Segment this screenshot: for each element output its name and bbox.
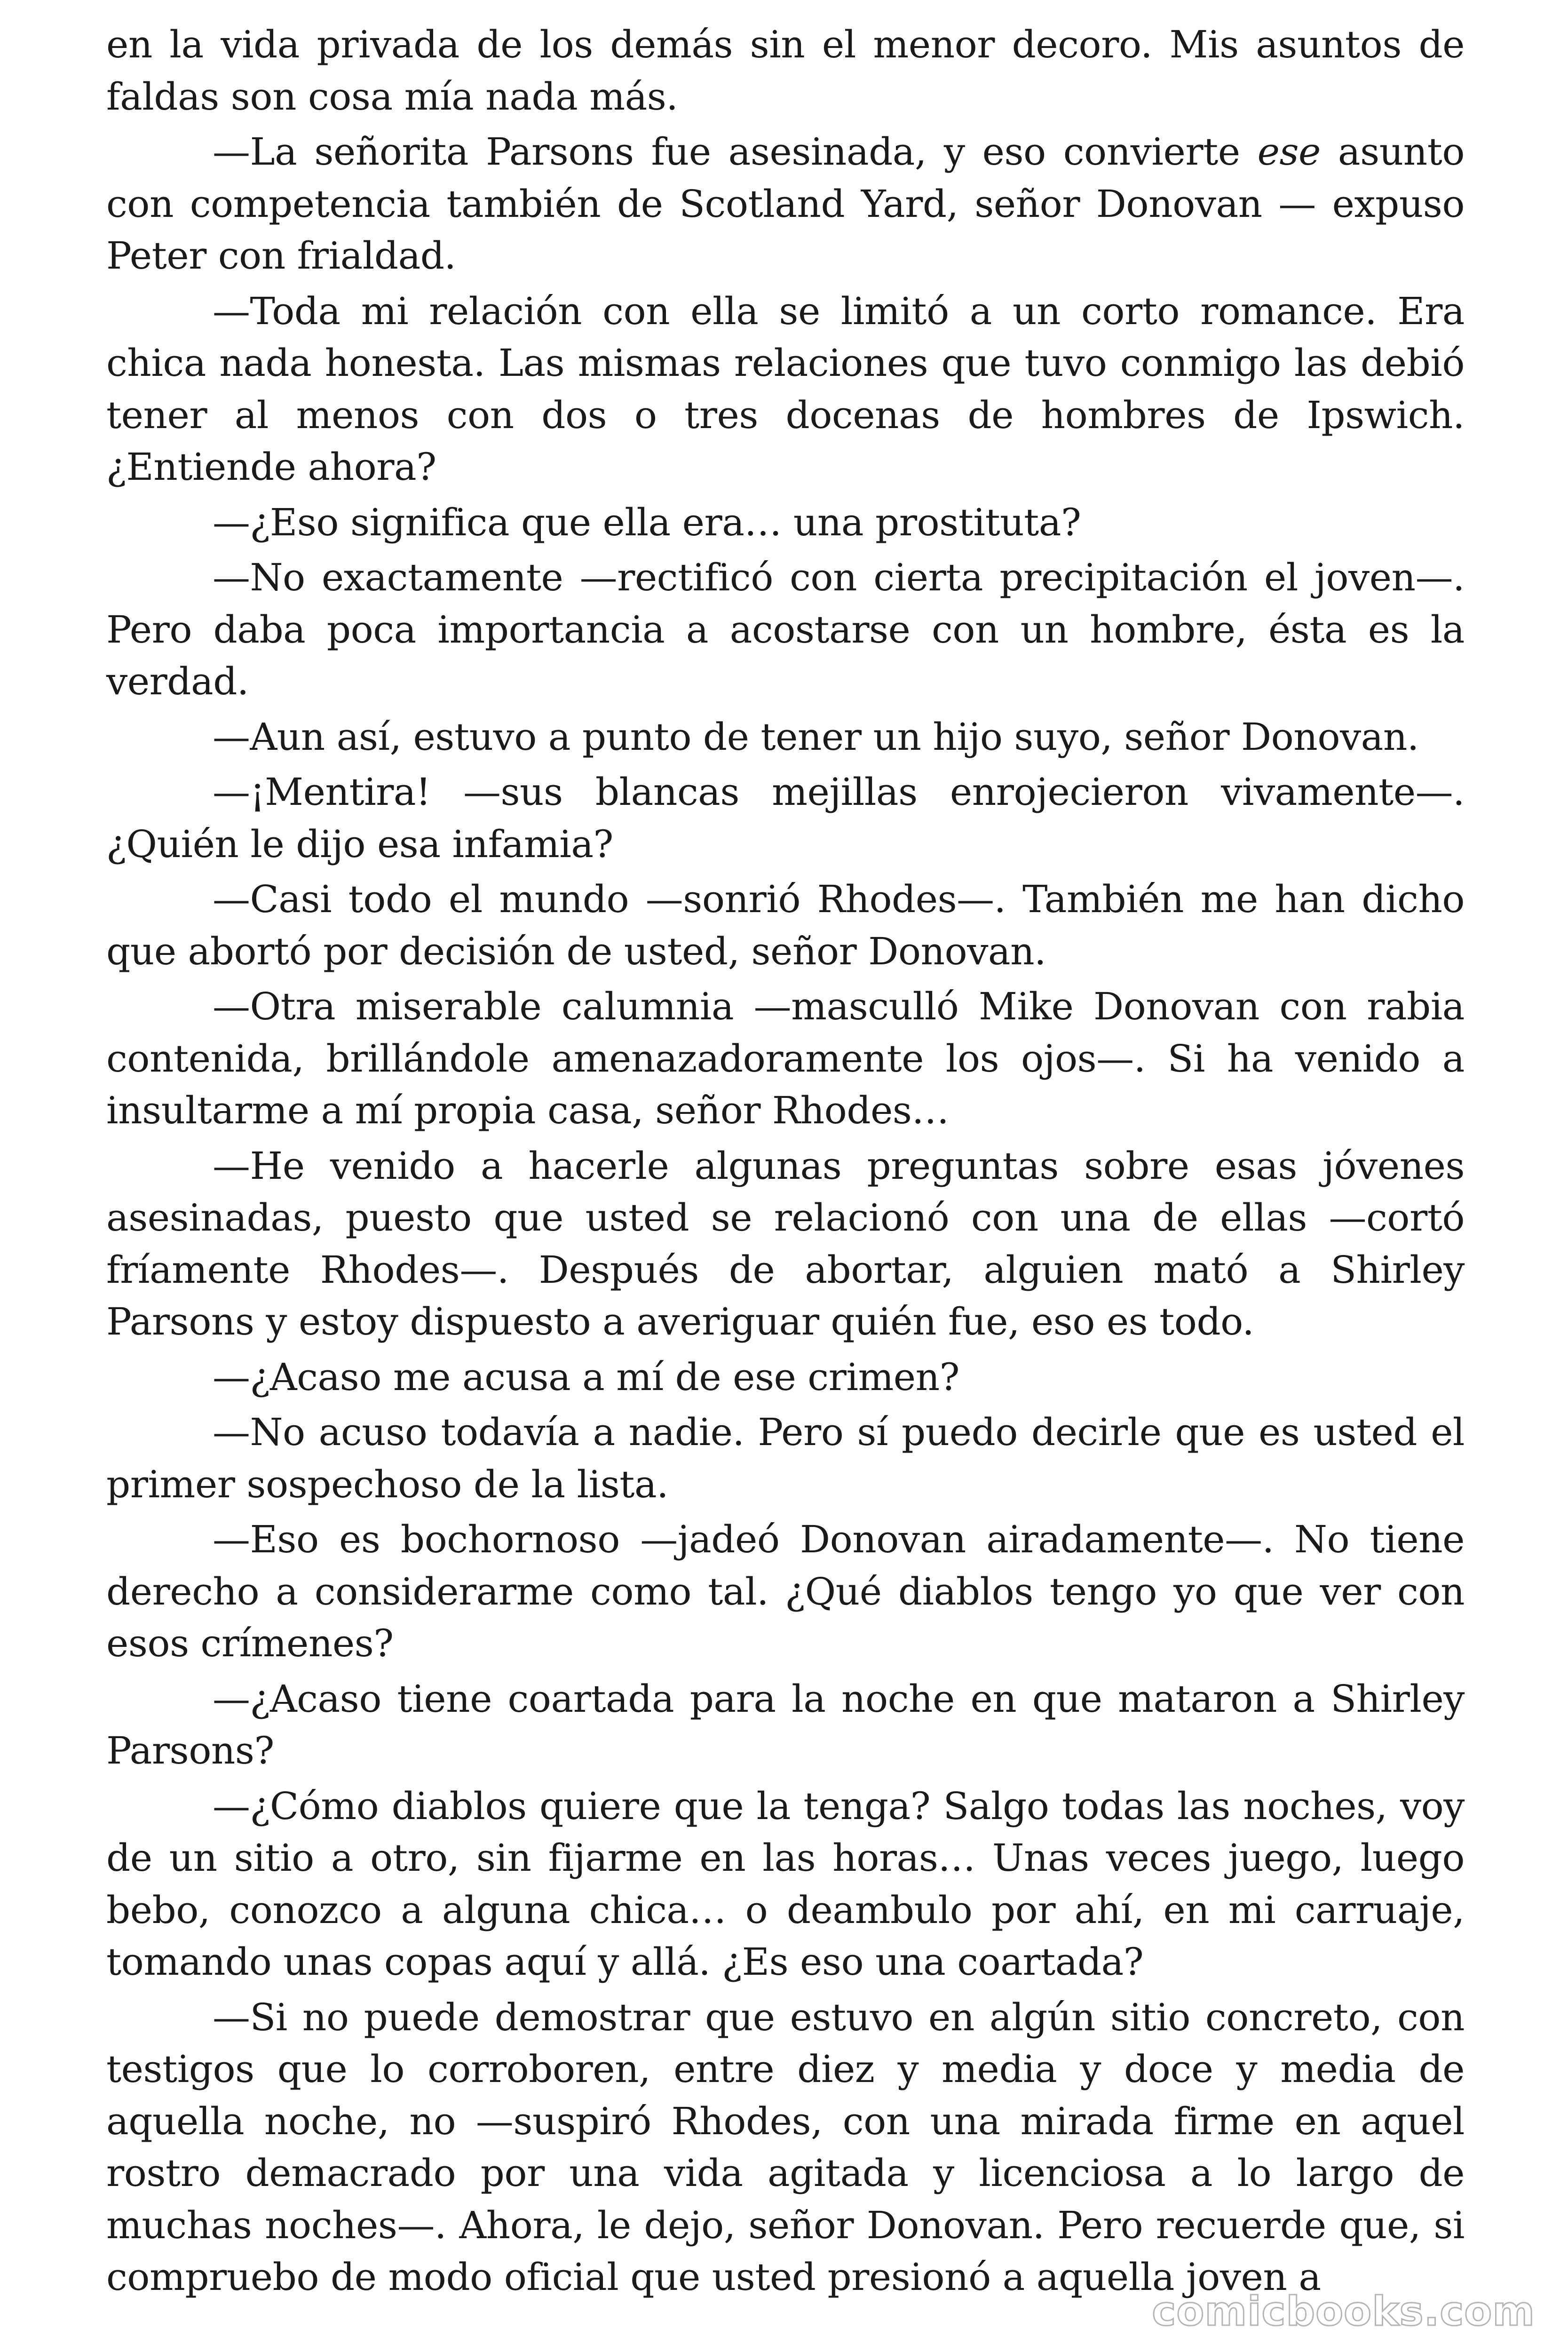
- watermark: comicbooks.com: [1152, 2288, 1535, 2335]
- paragraph: en la vida privada de los demás sin el menor decoro. Mis asuntos de faldas son cosa mía nada más.: [106, 23, 1465, 119]
- paragraph: —Eso es bochornoso —jadeó Donovan airadamente—. No tiene derecho a considerarme como tal. ¿Qué diablos tengo yo que ver con esos crímenes?: [106, 1518, 1465, 1665]
- paragraph: —Toda mi relación con ella se limitó a un corto romance. Era chica nada honesta. Las mismas relaciones que tuvo conmigo las debió tener al menos con dos o tres docenas de hombres de Ipswich. ¿Entiende ahora?: [106, 289, 1465, 489]
- paragraph: —¿Acaso tiene coartada para la noche en que mataron a Shirley Parsons?: [106, 1677, 1465, 1772]
- paragraph: —¿Eso significa que ella era… una prostituta?: [213, 500, 1081, 544]
- paragraph: —He venido a hacerle algunas preguntas sobre esas jóvenes asesinadas, puesto que usted se relacionó con una de ellas —cortó fríamente Rhodes—. Después de abortar, alguien mató a Shirley Parsons y estoy dispuesto a averiguar quién fue, eso es todo.: [106, 1144, 1465, 1343]
- page-text: [106, 19, 1465, 2307]
- paragraph: —No acuso todavía a nadie. Pero sí puedo decirle que es usted el primer sospechoso de la lista.: [106, 1410, 1465, 1506]
- paragraph: —La señorita Parsons fue asesinada, y eso convierte ese asunto con competencia también de Scotland Yard, señor Donovan — expuso Peter con frialdad.: [106, 130, 1465, 278]
- paragraph: —¿Acaso me acusa a mí de ese crimen?: [213, 1355, 960, 1399]
- paragraph: —Otra miserable calumnia —masculló Mike Donovan con rabia contenida, brillándole amenazadoramente los ojos—. Si ha venido a insultarme a mí propia casa, señor Rhodes…: [106, 985, 1465, 1132]
- emphasis: ese: [1257, 130, 1321, 174]
- paragraph: —¡Mentira! —sus blancas mejillas enrojecieron vivamente—. ¿Quién le dijo esa infamia?: [106, 770, 1465, 866]
- paragraph: —Aun así, estuvo a punto de tener un hijo suyo, señor Donovan.: [213, 715, 1419, 759]
- paragraph: —No exactamente —rectificó con cierta precipitación el joven—. Pero daba poca importancia a acostarse con un hombre, ésta es la verdad.: [106, 556, 1465, 703]
- paragraph: —¿Cómo diablos quiere que la tenga? Salgo todas las noches, voy de un sitio a otro, sin fijarme en las horas… Unas veces juego, luego bebo, conozco a alguna chica… o deambulo por ahí, en mi carruaje, tomando unas copas aquí y allá. ¿Es eso una coartada?: [106, 1784, 1465, 1984]
- paragraph: —Casi todo el mundo —sonrió Rhodes—. También me han dicho que abortó por decisión de usted, señor Donovan.: [106, 877, 1465, 973]
- paragraph: —Si no puede demostrar que estuvo en algún sitio concreto, con testigos que lo corroboren, entre diez y media y doce y media de aquella noche, no —suspiró Rhodes, con una mirada firme en aquel rostro demacrado por una vida agitada y licenciosa a lo largo de muchas noches—. Ahora, le dejo, señor Donovan. Pero recuerde que, si compruebo de modo oficial que usted presionó a aquella joven a: [106, 1995, 1465, 2299]
